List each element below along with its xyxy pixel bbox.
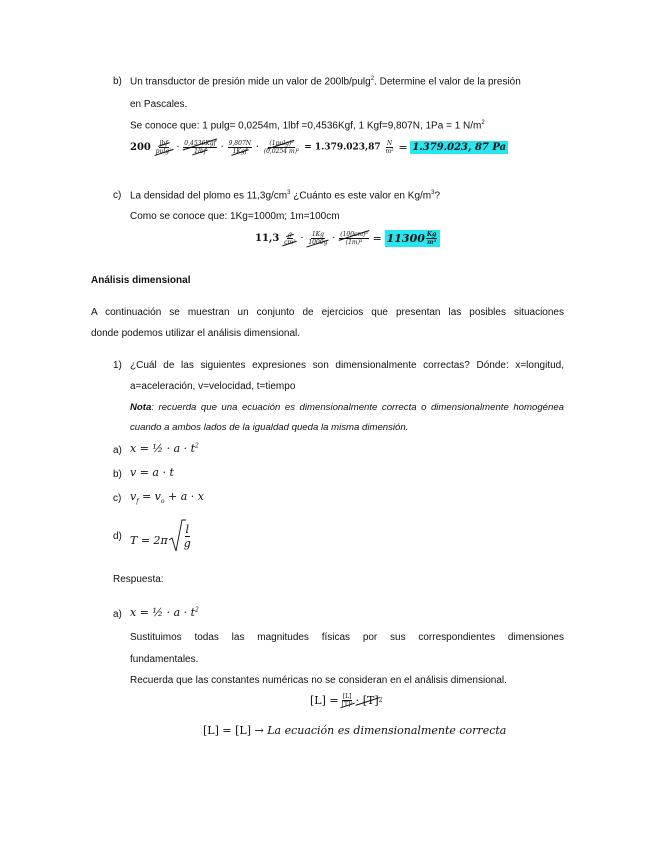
question-1-marker: 1)	[113, 360, 122, 371]
option-d-expression: T = 2π l g	[130, 518, 191, 554]
item-b-text: Un transductor de presión mide un valor de 200lb/pulg$^2$. Determine el valor de la presión	[130, 76, 521, 88]
option-c-expression: $v_f = v_o + a \cdot x$	[130, 490, 204, 506]
option-d-marker: d)	[113, 531, 122, 542]
answer-a-expression: x = ½ · $a \cdot t^2$	[130, 606, 199, 619]
answer-label: Respuesta:	[113, 574, 164, 585]
item-b-text-line2: en Pascales.	[130, 99, 188, 110]
answer-paragraph-2: Recuerda que las constantes numéricas no se consideran en el análisis dimensional.	[130, 675, 507, 686]
intro-paragraph-line2: donde podemos utilizar el análisis dimensional.	[91, 328, 301, 339]
item-c-known-values: Como se conoce que: 1Kg=1000m; 1m=100cm	[130, 211, 340, 222]
answer-paragraph-line2: fundamentales.	[130, 654, 199, 665]
item-b-equation: 200 $\frac{\text{lbf}}{\text{pulg²}}$ · $\frac{\text{0,4536Kgf}}{\text{1lbf}}$ · $\frac{9,807N}{\text{1Kgf}}$ · $\frac{\text{(1pulg)²}}{\text{(0,0254 m)²}}$ = 1.379.023,87 $\frac{N}{\text{m²}}$ = 1.379.023, 87 Pa	[130, 140, 507, 155]
question-1-note-line1: Nota: recuerda que una ecuación es dimensionalmente correcta o dimensionalmente homogénea	[130, 402, 564, 413]
item-c-marker: c)	[113, 190, 122, 201]
item-c-equation: 11,3 $\frac{g}{\text{cm³}}$ · $\frac{1Kg}{1000g}$ · $\frac{\text{(100cm)³}}{\text{(1m)³}}$ = 11300 $\frac{Kg}{\text{m³}}$	[255, 230, 440, 247]
item-b-result-highlight: 1.379.023, 87 Pa	[412, 142, 507, 153]
section-title: Análisis dimensional	[91, 275, 191, 286]
answer-a-marker: a)	[113, 609, 122, 620]
option-a-expression: x = ½ · $a \cdot t^2$	[130, 442, 199, 455]
intro-paragraph-line1: A continuación se muestran un conjunto de ejercicios que presentan las posibles situaciones	[91, 307, 564, 318]
item-c-result-highlight: 11300 $\frac{Kg}{\text{m³}}$	[385, 230, 441, 247]
option-c-marker: c)	[113, 493, 122, 504]
item-b-marker: b)	[113, 76, 122, 87]
question-1-line1: ¿Cuál de las siguientes expresiones son dimensionalmente correctas? Dónde: x=longitud,	[130, 360, 564, 371]
answer-equation-2: [L] = [L] → La ecuación es dimensionalmente correcta	[203, 724, 507, 737]
question-1-note-line2: cuando a ambos lados de la igualdad queda la misma dimensión.	[130, 422, 409, 433]
item-c-text: La densidad del plomo es $11,3g/cm^3$ ¿Cuánto es este valor en $Kg/m^3$?	[130, 190, 441, 202]
question-1-line2: a=aceleración, v=velocidad, t=tiempo	[130, 381, 296, 392]
answer-equation-1: [L] = $\frac{[L]}{\text{[T]²}}$ · [T] 2	[310, 693, 383, 708]
option-b-marker: b)	[113, 469, 122, 480]
option-a-marker: a)	[113, 445, 122, 456]
option-b-expression: v = a · t	[130, 466, 174, 479]
item-b-known-values: Se conoce que: 1 pulg= 0,0254m, 1lbf =0,4536Kgf, 1 Kgf=9,807N, 1Pa = 1 $N/m^2$	[130, 120, 485, 132]
answer-paragraph-line1: Sustituimos todas las magnitudes físicas por sus correspondientes dimensiones	[130, 632, 564, 643]
